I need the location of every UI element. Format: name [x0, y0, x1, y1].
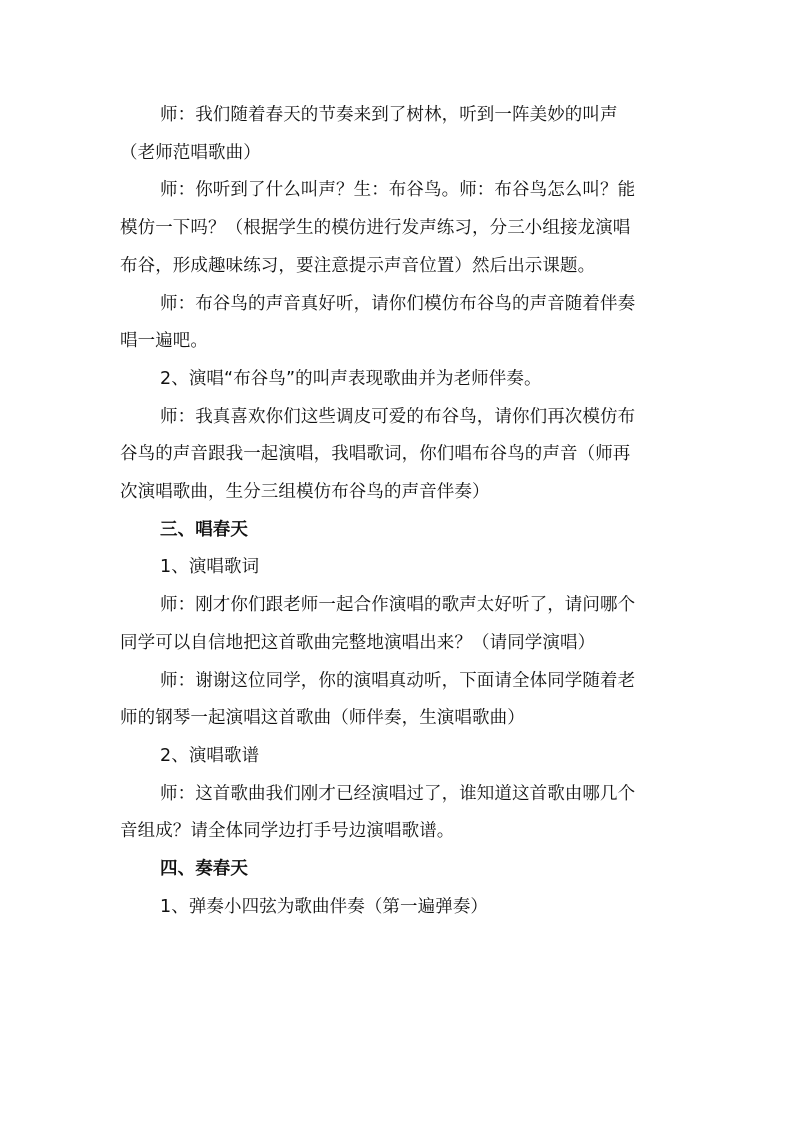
paragraph-line: 师的钢琴一起演唱这首歌曲（师伴奏，生演唱歌曲）	[120, 708, 525, 729]
paragraph-line: 师：谢谢这位同学，你的演唱真动听，下面请全体同学随着老	[160, 670, 636, 691]
paragraph-line: 谷鸟的声音跟我一起演唱，我唱歌词，你们唱布谷鸟的声音（师再	[120, 444, 631, 465]
paragraph-line: 师：这首歌曲我们刚才已经演唱过了，谁知道这首歌由哪几个	[160, 783, 636, 804]
subsection-heading: 1、演唱歌词	[160, 557, 260, 578]
paragraph-line: 师：刚才你们跟老师一起合作演唱的歌声太好听了，请问哪个	[160, 595, 636, 616]
paragraph-line: 师：我们随着春天的节奏来到了树林，听到一阵美妙的叫声	[160, 105, 618, 125]
paragraph-line: 布谷，形成趣味练习，要注意提示声音位置）然后出示课题。	[120, 255, 596, 276]
paragraph-line: 唱一遍吧。	[120, 331, 208, 352]
paragraph-line: 2、演唱“布谷鸟”的叫声表现歌曲并为老师伴奏。	[160, 368, 542, 389]
paragraph-line: 次演唱歌曲，生分三组模仿布谷鸟的声音伴奏）	[120, 482, 490, 503]
paragraph-line: 模仿一下吗？（根据学生的模仿进行发声练习，分三小组接龙演唱	[120, 218, 631, 239]
document-body	[120, 97, 670, 926]
section-heading: 四、奏春天	[160, 859, 248, 880]
paragraph-line: 师：你听到了什么叫声？生：布谷鸟。师：布谷鸟怎么叫？能	[160, 180, 636, 201]
paragraph-line: 师：我真喜欢你们这些调皮可爱的布谷鸟，请你们再次模仿布	[160, 406, 636, 427]
section-heading: 三、唱春天	[160, 519, 248, 540]
paragraph-line: （老师范唱歌曲）	[120, 142, 261, 163]
subsection-heading: 2、演唱歌谱	[160, 745, 260, 766]
subsection-heading: 1、弹奏小四弦为歌曲伴奏（第一遍弹奏）	[160, 896, 489, 917]
paragraph-line: 音组成？请全体同学边打手号边演唱歌谱。	[120, 821, 455, 842]
paragraph-line: 同学可以自信地把这首歌曲完整地演唱出来？（请同学演唱）	[120, 632, 596, 653]
paragraph-line: 师：布谷鸟的声音真好听，请你们模仿布谷鸟的声音随着伴奏	[160, 293, 636, 314]
